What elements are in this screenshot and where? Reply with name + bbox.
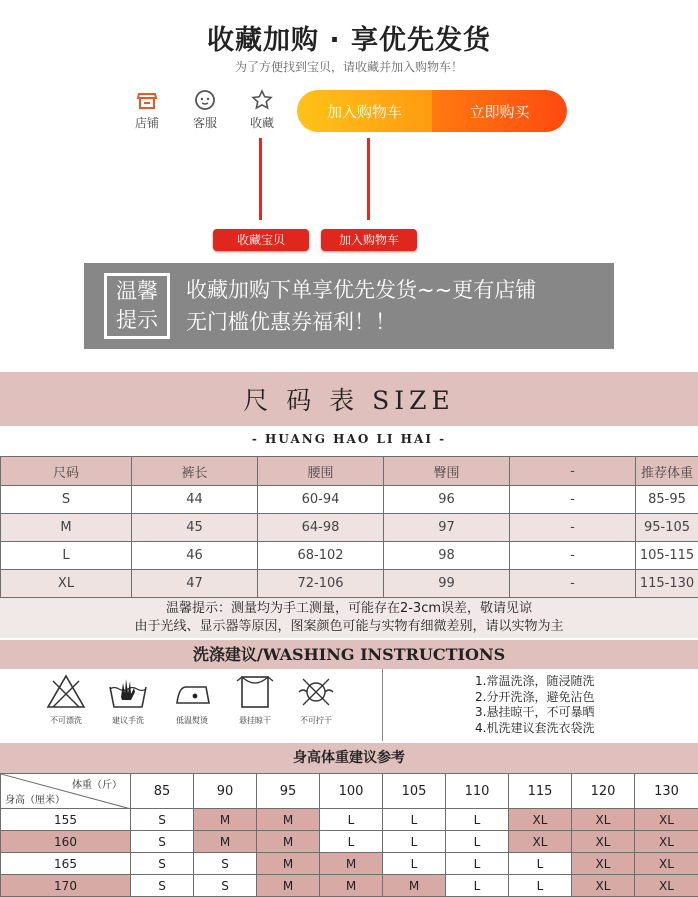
table-cell: 98 (384, 542, 510, 570)
star-icon (245, 88, 279, 114)
table-cell: S (1, 486, 132, 514)
size-cell: M (320, 853, 383, 875)
size-cell: M (194, 831, 257, 853)
size-chart-title: 尺 码 表 SIZE (0, 372, 698, 426)
table-cell: 47 (132, 570, 258, 598)
size-cell: M (257, 831, 320, 853)
promo-subtitle: 为了方便找到宝贝，请收藏并加入购物车！ (0, 58, 698, 75)
notice-text-line1: 收藏加购下单享优先发货~~更有店铺 (186, 274, 536, 306)
size-cell: S (194, 875, 257, 897)
favorite-label: 收藏 (250, 116, 274, 130)
size-cell: L (446, 809, 509, 831)
height-weight-table (0, 773, 698, 897)
size-cell: XL (572, 809, 635, 831)
wash-item (36, 673, 96, 726)
table-row (1, 875, 698, 897)
table-cell: 115-130 (636, 570, 698, 598)
size-cell: XL (635, 831, 698, 853)
size-cell: XL (572, 875, 635, 897)
height-cell: 165 (1, 853, 131, 875)
size-cell: XL (635, 809, 698, 831)
table-cell: 97 (384, 514, 510, 542)
size-cell: S (131, 809, 194, 831)
chat-icon (188, 88, 222, 114)
tips-line2: 由于光线、显示器等原因，图案颜色可能与实物有细微差别，请以实物为主 (0, 618, 698, 636)
brand-name: - HUANG HAO LI HAI - (0, 432, 698, 446)
corner-weight-label: 体重（斤） (72, 776, 122, 791)
size-cell: XL (635, 875, 698, 897)
tips-line1: 温馨提示：测量均为手工测量，可能存在2-3cm误差，敬请见谅 (0, 600, 698, 618)
table-cell: 96 (384, 486, 510, 514)
weight-header: 105 (383, 774, 446, 809)
shop-button[interactable] (130, 88, 164, 131)
wash-label: 低温熨烫 (162, 715, 222, 726)
shop-label: 店铺 (135, 116, 159, 130)
size-cell: XL (572, 831, 635, 853)
size-cell: M (194, 809, 257, 831)
header-cell: 推荐体重 (636, 457, 698, 486)
size-cell: L (320, 809, 383, 831)
size-cell: XL (509, 831, 572, 853)
wash-instruction: 4.机洗建议套洗衣袋洗 (475, 721, 594, 737)
header-cell: 臀围 (384, 457, 510, 486)
table-cell: - (510, 542, 636, 570)
wash-instruction: 2.分开洗涤，避免沾色 (475, 690, 594, 706)
weight-header: 115 (509, 774, 572, 809)
table-cell: - (510, 570, 636, 598)
size-cell: L (446, 831, 509, 853)
table-row (1, 570, 698, 598)
table-cell: XL (1, 570, 132, 598)
size-cell: XL (572, 853, 635, 875)
height-weight-title: 身高体重建议参考 (0, 743, 698, 773)
customer-service-button[interactable] (188, 88, 222, 131)
height-cell: 160 (1, 831, 131, 853)
table-cell: 45 (132, 514, 258, 542)
table-cell: 85-95 (636, 486, 698, 514)
table-cell: - (510, 486, 636, 514)
size-cell: M (383, 875, 446, 897)
wash-label: 悬挂晾干 (225, 715, 285, 726)
notice-banner (84, 263, 614, 349)
table-row (1, 853, 698, 875)
promo-title: 收藏加购 · 享优先发货 (0, 18, 698, 57)
weight-header: 95 (257, 774, 320, 809)
favorite-button[interactable] (245, 88, 279, 131)
wash-divider (382, 669, 383, 741)
notice-badge-line1: 温馨 (107, 277, 167, 306)
size-cell: M (320, 875, 383, 897)
table-row (1, 831, 698, 853)
pointer-line-collect (259, 138, 262, 220)
height-weight-header (1, 774, 698, 809)
buy-now-button[interactable]: 立即购买 (432, 90, 567, 132)
size-cell: L (383, 831, 446, 853)
height-cell: 155 (1, 809, 131, 831)
no-wring-icon (295, 673, 337, 711)
notice-badge-line2: 提示 (107, 306, 167, 335)
wash-instruction: 1.常温洗涤，随浸随洗 (475, 674, 594, 690)
wash-instructions (475, 674, 594, 736)
weight-header: 90 (194, 774, 257, 809)
weight-header: 120 (572, 774, 635, 809)
washing-title: 洗涤建议/WASHING INSTRUCTIONS (0, 640, 698, 669)
table-row (1, 514, 698, 542)
table-cell: 95-105 (636, 514, 698, 542)
hang-dry-icon (234, 673, 276, 711)
size-cell: L (509, 853, 572, 875)
wash-item (162, 673, 222, 726)
size-cell: L (383, 853, 446, 875)
notice-text (186, 274, 536, 338)
weight-header: 130 (635, 774, 698, 809)
header-cell: - (510, 457, 636, 486)
wash-instruction: 3.悬挂晾干，不可暴晒 (475, 705, 594, 721)
size-cell: M (257, 875, 320, 897)
size-cell: L (383, 809, 446, 831)
wash-item (98, 673, 158, 726)
service-label: 客服 (193, 116, 217, 130)
table-cell: - (510, 514, 636, 542)
pointer-line-cart (367, 138, 370, 220)
table-cell: L (1, 542, 132, 570)
size-table-header (1, 457, 698, 486)
size-cell: L (320, 831, 383, 853)
weight-header: 100 (320, 774, 383, 809)
add-to-cart-button[interactable]: 加入购物车 (297, 90, 432, 132)
table-row (1, 486, 698, 514)
wash-item (286, 673, 346, 726)
measurement-tips (0, 598, 698, 638)
store-icon (130, 88, 164, 114)
size-cell: S (131, 853, 194, 875)
height-cell: 170 (1, 875, 131, 897)
table-cell: 60-94 (258, 486, 384, 514)
table-cell: 68-102 (258, 542, 384, 570)
hand-wash-icon (107, 673, 149, 711)
cart-tag: 加入购物车 (321, 229, 417, 251)
header-cell: 裤长 (132, 457, 258, 486)
header-cell: 尺码 (1, 457, 132, 486)
notice-badge (104, 273, 170, 339)
table-cell: 46 (132, 542, 258, 570)
size-cell: L (509, 875, 572, 897)
size-cell: S (194, 853, 257, 875)
table-cell: 64-98 (258, 514, 384, 542)
size-cell: S (131, 875, 194, 897)
weight-header: 110 (446, 774, 509, 809)
header-cell: 腰围 (258, 457, 384, 486)
weight-header: 85 (131, 774, 194, 809)
size-cell: XL (509, 809, 572, 831)
corner-cell (1, 774, 131, 809)
wash-label: 不可漂洗 (36, 715, 96, 726)
table-row (1, 542, 698, 570)
no-bleach-icon (45, 673, 87, 711)
table-cell: M (1, 514, 132, 542)
low-iron-icon (171, 673, 213, 711)
wash-label: 建议手洗 (98, 715, 158, 726)
collect-tag: 收藏宝贝 (213, 229, 309, 251)
table-row (1, 809, 698, 831)
size-cell: XL (635, 853, 698, 875)
size-cell: M (257, 809, 320, 831)
notice-text-line2: 无门槛优惠券福利！！ (186, 306, 536, 338)
size-cell: L (446, 853, 509, 875)
cta-group (297, 90, 567, 132)
table-cell: 105-115 (636, 542, 698, 570)
size-cell: M (257, 853, 320, 875)
size-cell: S (131, 831, 194, 853)
size-table (0, 456, 698, 598)
table-cell: 99 (384, 570, 510, 598)
wash-label: 不可拧干 (286, 715, 346, 726)
size-cell: L (446, 875, 509, 897)
table-cell: 72-106 (258, 570, 384, 598)
wash-item (225, 673, 285, 726)
table-cell: 44 (132, 486, 258, 514)
corner-height-label: 身高（厘米） (5, 791, 65, 806)
